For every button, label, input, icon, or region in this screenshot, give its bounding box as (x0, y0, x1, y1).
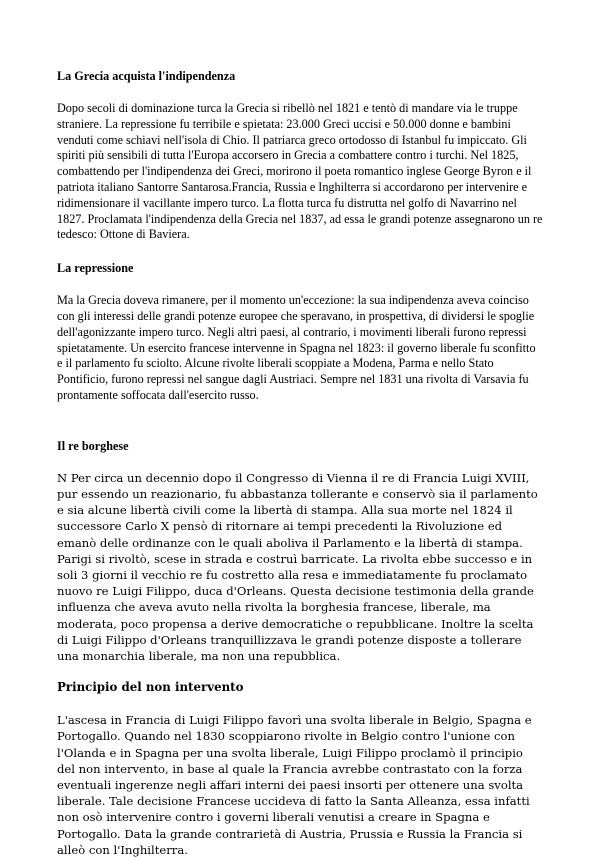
section-title-grecia: La Grecia acquista l'indipendenza (57, 69, 236, 83)
section-body-grecia: Dopo secoli di dominazione turca la Grecia si ribellò nel 1821 e tentò di mandare via le truppe straniere. La repressione fu terribile e spietata: 23.000 Greci uccisi e 50.000 donne e bambini venduti come schiavi nell'isola di Chio. Il patriarca greco ortodosso di Istanbul fu impiccato. Gli spiriti più sensibili di tutta l'Europa accorsero in Grecia a combattere contro i turchi. Nel 1825, combattendo per l'indipendenza dei Greci, morirono il poeta romantico inglese George Byron e il patriota italiano Santorre Santarosa.Francia, Russia e Inghilterra si accordarono per intervenire e ridimensionare il vacillante impero turco. La flotta turca fu distrutta nel golfo di Navarrino nel 1827. Proclamata l'indipendenza della Grecia nel 1837, ad essa le grandi potenze assegnarono un re tedesco: Ottone di Baviera. (57, 101, 543, 242)
section-body-repressione: Ma la Grecia doveva rimanere, per il momento un'eccezione: la sua indipendenza aveva coinciso con gli interessi delle grandi potenze europee che speravano, in prospettiva, di dividersi le spoglie dell'agonizzante impero turco. Negli altri paesi, al contrario, i movimenti liberali furono repressi spietatamente. Un esercito francese intervenne in Spagna nel 1823: il governo liberale fu sconfitto e il parlamento fu sciolto. Alcune rivolte liberali scoppiate a Modena, Parma e nello Stato Pontificio, furono repressi nel sangue dagli Austriaci. Sempre nel 1831 una rivolta di Varsavia fu prontamente soffocata dall'esercito russo. (57, 293, 536, 402)
section-title-re-borghese: Il re borghese (57, 438, 129, 453)
section-body-non-intervento: L'ascesa in Francia di Luigi Filippo favorì una svolta liberale in Belgio, Spagna e Portogallo. Quando nel 1830 scoppiarono rivolte in Belgio contro l'unione con l'Olanda e in Spagna per una svolta liberale, Luigi Filippo proclamò il principio del non intervento, in base al quale la Francia avrebbe contrastato con la forza eventuali ingerenze negli affari interni dei paesi insorti per ottenere una svolta liberale. Tale decisione Francese uccideva di fatto la Santa Alleanza, essa infatti non osò intervenire contro i governi liberali venutisi a creare in Spagna e Portogallo. Data la grande contrarietà di Austria, Prussia e Russia la Francia si alleò con l'Inghilterra. (57, 713, 532, 857)
section-title-repressione: La repressione (57, 261, 134, 276)
section-body-re-borghese: N Per circa un decennio dopo il Congresso di Vienna il re di Francia Luigi XVIII, pur essendo un reazionario, fu abbastanza tollerante e conservò sia il parlamento e sia alcune libertà civili come la libertà di stampa. Alla sua morte nel 1824 il successore Carlo X pensò di ritornare ai tempi precedenti la Rivoluzione ed emanò delle ordinanze con le quali aboliva il Parlamento e la libertà di stampa. Parigi si rivoltò, scese in strada e costruì barricate. La rivolta ebbe successo e in soli 3 giorni il vecchio re fu costretto alla resa e immediatamente fu proclamato nuovo re Luigi Filippo, duca d'Orleans. Questa decisione testimonia della grande influenza che aveva avuto nella rivolta la borghesia francese, liberale, ma moderata, poco propensa a derive democratiche o repubblicane. Inoltre la scelta di Luigi Filippo d'Orleans tranquillizzava le grandi potenze disposte a tollerare una monarchia liberale, ma non una repubblica. (57, 470, 538, 663)
section-title-non-intervento: Principio del non intervento (57, 680, 244, 695)
document-content (57, 68, 543, 858)
